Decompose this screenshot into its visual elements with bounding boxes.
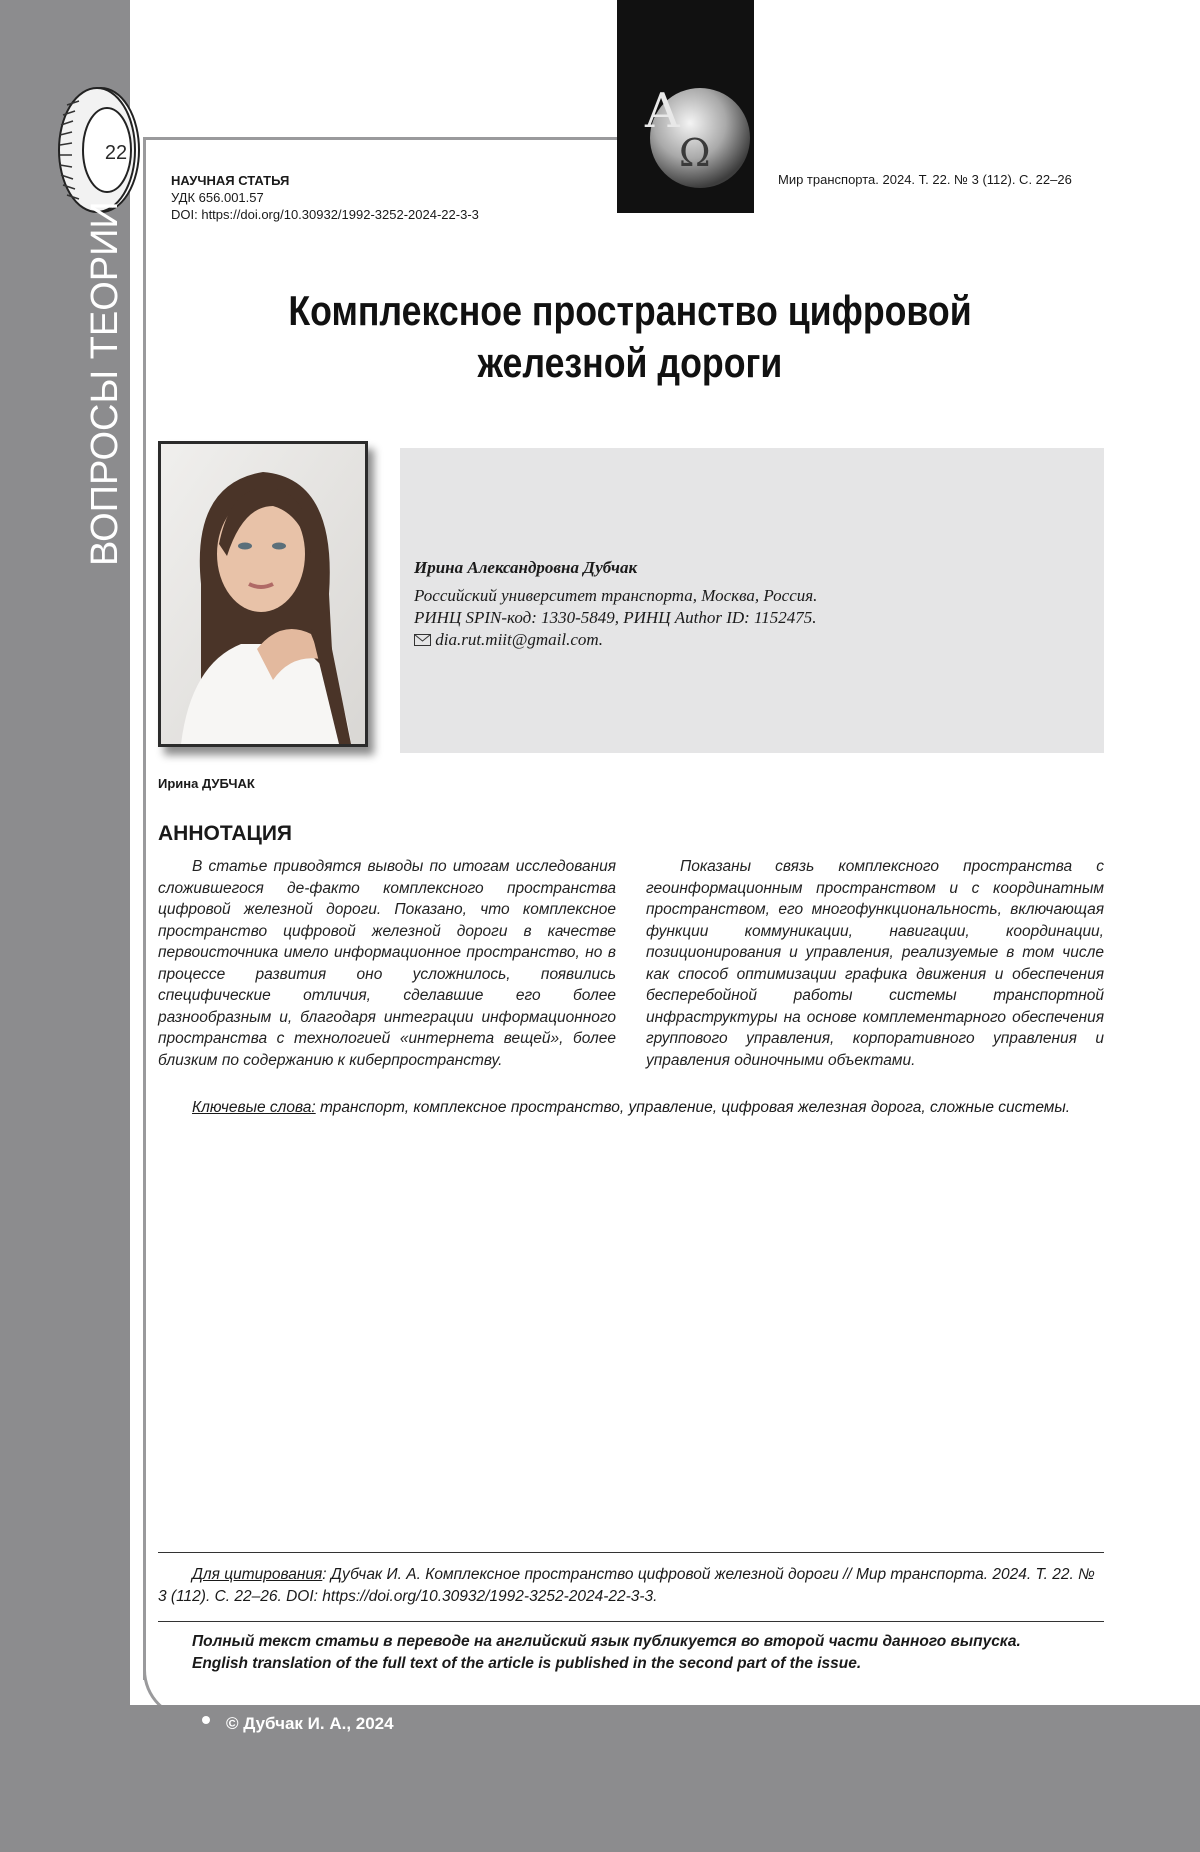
svg-text:A: A — [645, 83, 680, 139]
frame-line-horizontal — [143, 137, 618, 140]
author-affiliation: Российский университет транспорта, Москва, Россия. — [414, 586, 818, 605]
article-type: НАУЧНАЯ СТАТЬЯ — [171, 173, 290, 188]
annotation-right-column — [646, 856, 1104, 1071]
author-email[interactable]: dia.rut.miit@gmail.com. — [435, 630, 603, 649]
divider-top — [158, 1552, 1104, 1553]
alpha-omega-logo-icon — [617, 0, 754, 213]
page-content-area — [130, 0, 1200, 1705]
annotation-paragraph-1: В статье приводятся выводы по итогам исследования сложившегося де-факто комплексного пространства цифровой железной дороги. Показано, что комплексное пространство цифровой железной дороги в качестве первоисточника имело информационное пространство, но в процессе развития оно усложнилось, появились специфические отличия, сделавшие его более разнообразным и, благодаря интеграции информационного пространства с технологией «интернета вещей», более близким по содержанию к киберпространству. — [158, 858, 616, 1069]
author-ids: РИНЦ SPIN-код: 1330-5849, РИНЦ Author ID: 1152475. — [414, 608, 817, 627]
keywords — [192, 1099, 1070, 1117]
envelope-icon — [414, 634, 431, 646]
author-photo — [158, 441, 368, 747]
page-number: 22 — [104, 142, 128, 164]
annotation-left-column — [158, 856, 616, 1071]
annotation-paragraph-2: Показаны связь комплексного пространства с геоинформационным пространством и с координатным пространством, его многофункциональность, включающая функции коммуникации, навигации, координации, позиционирования и управления, реализуемые в том числе как способ оптимизации графика движения и обеспечения бесперебойной работы системы транспортной инфраструктуры на основе комплементарного обеспечения группового управления, корпоративного управления и управления одиночными объектами. — [646, 858, 1104, 1069]
author-portrait-image — [161, 444, 365, 744]
citation-label: Для цитирования — [192, 1566, 323, 1583]
translation-note-ru: Полный текст статьи в переводе на английский язык публикуется во второй части данного выпуска. — [192, 1633, 1021, 1650]
citation — [158, 1564, 1104, 1608]
journal-logo — [617, 0, 754, 213]
article-title — [248, 285, 1013, 389]
keywords-label: Ключевые слова: — [192, 1099, 316, 1116]
article-meta — [171, 172, 479, 223]
annotation-heading: АННОТАЦИЯ — [158, 822, 293, 845]
bullet-icon — [202, 1716, 210, 1724]
copyright: © Дубчак И. А., 2024 — [226, 1714, 394, 1733]
author-caption: Ирина ДУБЧАК — [158, 776, 255, 791]
translation-note — [192, 1631, 1021, 1675]
title-line-1: Комплексное пространство цифровой — [288, 287, 972, 334]
journal-reference: Мир транспорта. 2024. Т. 22. № 3 (112). С. 22–26 — [778, 172, 1072, 187]
author-info — [414, 557, 817, 651]
author-full-name: Ирина Александровна Дубчак — [414, 558, 638, 577]
author-email-row — [414, 629, 817, 651]
svg-text:Ω: Ω — [679, 131, 711, 175]
udc-code: УДК 656.001.57 — [171, 190, 264, 205]
doi-link[interactable]: DOI: https://doi.org/10.30932/1992-3252-2024-22-3-3 — [171, 207, 479, 222]
section-label: ВОПРОСЫ ТЕОРИИ — [84, 201, 126, 566]
frame-line-vertical — [143, 140, 146, 1680]
keywords-list: транспорт, комплексное пространство, управление, цифровая железная дорога, сложные системы. — [315, 1099, 1071, 1116]
divider-bottom — [158, 1621, 1104, 1622]
citation-text: : Дубчак И. А. Комплексное пространство цифровой железной дороги // Мир транспорта. 2024. Т. 22. № 3 (112). С. 22–26. DOI: https://doi.org/10.30932/1992-3252-2024-22-3-3. — [158, 1566, 1095, 1605]
title-line-2: железной дороги — [477, 339, 783, 386]
translation-note-en: English translation of the full text of the article is published in the second part of the issue. — [192, 1655, 862, 1672]
